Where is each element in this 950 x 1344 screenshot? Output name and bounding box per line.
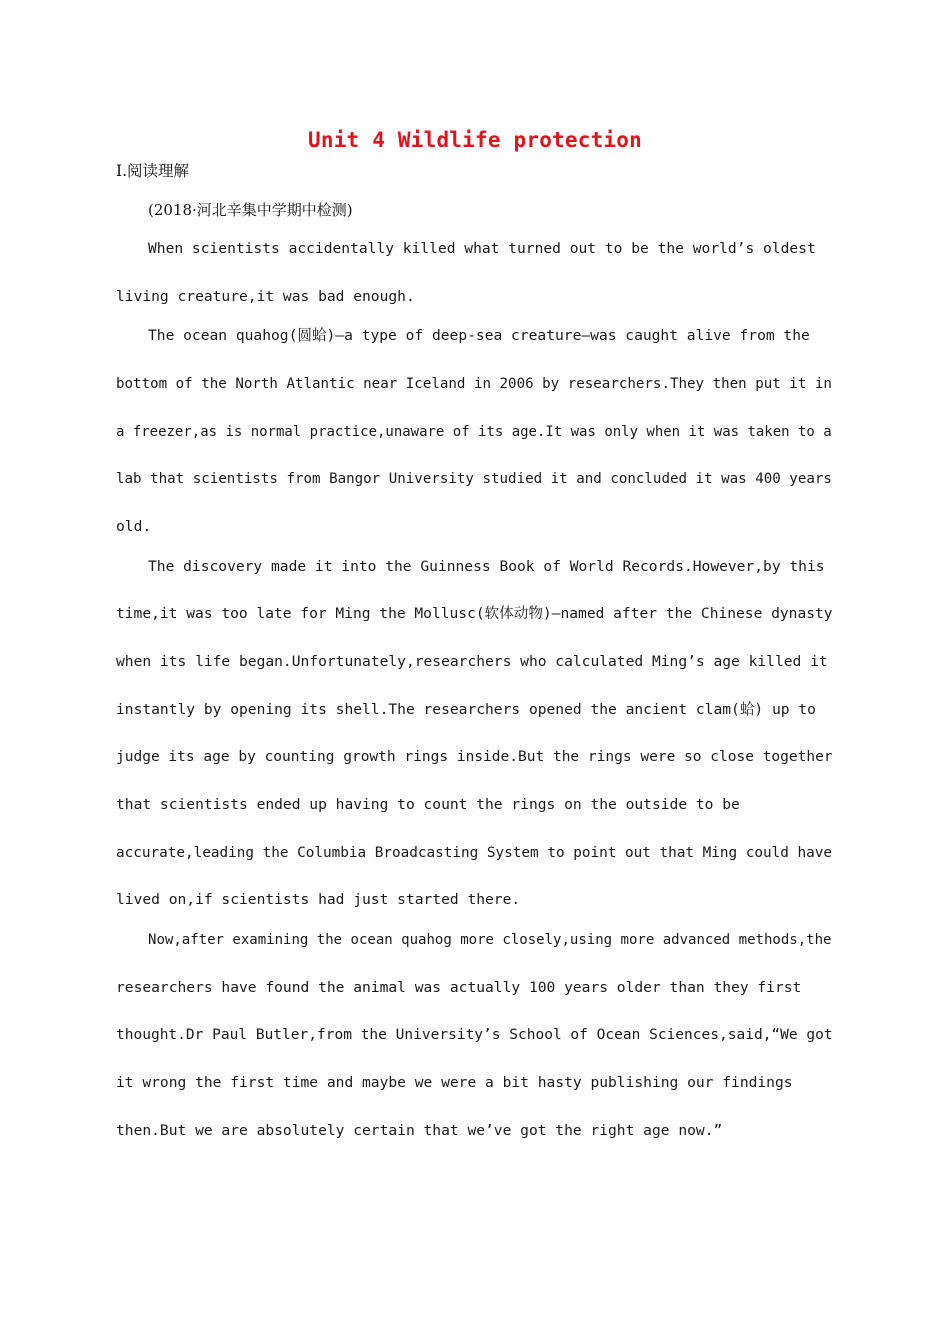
passage-line: instantly by opening its shell.The researchers opened the ancient clam(蛤) up to: [116, 701, 816, 718]
passage-line: accurate,leading the Columbia Broadcasting System to point out that Ming could have: [116, 845, 832, 861]
document-title: Unit 4 Wildlife protection: [308, 128, 642, 152]
passage-line: lab that scientists from Bangor University studied it and concluded it was 400 years: [116, 471, 832, 487]
passage-line: thought.Dr Paul Butler,from the University’s School of Ocean Sciences,said,“We got: [116, 1027, 833, 1043]
passage-line: living creature,it was bad enough.: [116, 288, 415, 305]
passage-line: time,it was too late for Ming the Mollusc(软体动物)—named after the Chinese dynasty: [116, 605, 833, 622]
passage-line: a freezer,as is normal practice,unaware of its age.It was only when it was taken to a: [116, 424, 832, 440]
passage-line: old.: [116, 518, 152, 535]
passage-line: bottom of the North Atlantic near Iceland in 2006 by researchers.They then put it in: [116, 376, 832, 392]
section-heading: Ⅰ.阅读理解: [116, 162, 190, 180]
passage-line: The discovery made it into the Guinness Book of World Records.However,by this: [148, 558, 825, 575]
passage-line: When scientists accidentally killed what turned out to be the world’s oldest: [148, 240, 816, 257]
passage-line: it wrong the first time and maybe we were a bit hasty publishing our findings: [116, 1074, 793, 1091]
passage-line: when its life began.Unfortunately,researchers who calculated Ming’s age killed it: [116, 653, 828, 670]
passage-line: that scientists ended up having to count the rings on the outside to be: [116, 796, 740, 813]
passage-line: researchers have found the animal was actually 100 years older than they first: [116, 979, 802, 996]
passage-line: then.But we are absolutely certain that we’ve got the right age now.”: [116, 1122, 723, 1139]
passage-line: Now,after examining the ocean quahog more closely,using more advanced methods,the: [148, 932, 832, 948]
passage-source: (2018·河北辛集中学期中检测): [148, 201, 353, 219]
passage-line: judge its age by counting growth rings inside.But the rings were so close together: [116, 749, 833, 765]
passage-line: The ocean quahog(圆蛤)—a type of deep-sea creature—was caught alive from the: [148, 327, 810, 344]
passage-line: lived on,if scientists had just started there.: [116, 891, 521, 908]
